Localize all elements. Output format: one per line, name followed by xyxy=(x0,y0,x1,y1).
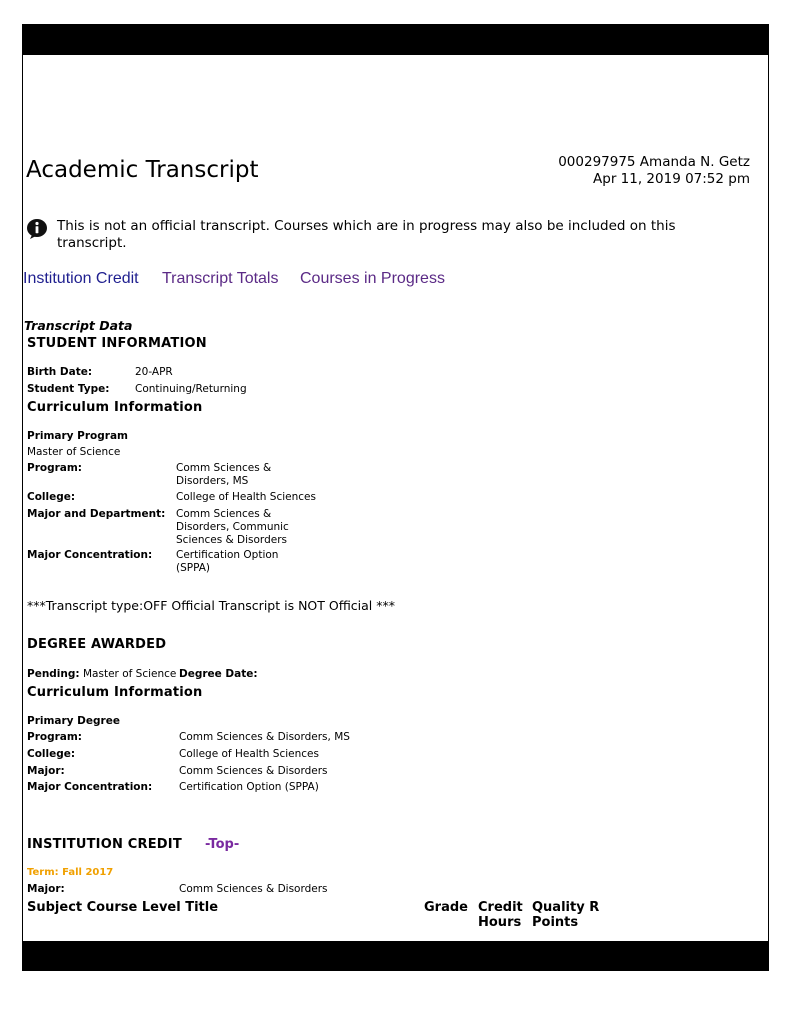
degree-major-label: Major: xyxy=(27,765,65,777)
major-concentration-label: Major Concentration: xyxy=(27,549,153,561)
column-hours: Hours xyxy=(478,915,522,930)
degree-curriculum-heading: Curriculum Information xyxy=(27,685,203,700)
info-icon xyxy=(26,218,48,240)
bottom-black-bar xyxy=(22,941,769,971)
student-type-label: Student Type: xyxy=(27,383,110,395)
college-value: College of Health Sciences xyxy=(176,491,316,503)
birth-date-label: Birth Date: xyxy=(27,366,93,378)
major-department-label: Major and Department: xyxy=(27,508,166,520)
degree-college-value: College of Health Sciences xyxy=(179,748,319,760)
column-credit: Credit xyxy=(478,900,523,915)
curriculum-information-heading: Curriculum Information xyxy=(27,400,203,415)
degree-program-label: Program: xyxy=(27,731,83,743)
unofficial-notice: This is not an official transcript. Courses which are in progress may also be included on this transcript. xyxy=(57,218,676,251)
student-type-value: Continuing/Returning xyxy=(135,383,247,395)
degree-major-value: Comm Sciences & Disorders xyxy=(179,765,328,777)
top-black-bar xyxy=(22,24,769,55)
transcript-data-title: Transcript Data xyxy=(24,318,133,333)
top-link[interactable]: -Top- xyxy=(205,837,240,852)
degree-program-value: Comm Sciences & Disorders, MS xyxy=(179,731,350,743)
credit-major-label: Major: xyxy=(27,883,65,895)
column-points: Points xyxy=(532,915,579,930)
degree-college-label: College: xyxy=(27,748,76,760)
degree-concentration-value: Certification Option (SPPA) xyxy=(179,781,319,793)
column-grade: Grade xyxy=(424,900,468,915)
program-label: Program: xyxy=(27,462,83,474)
degree-value: Master of Science xyxy=(27,446,121,458)
degree-date-label: Degree Date: xyxy=(179,668,258,680)
major-department-value: Comm Sciences & Disorders, Communic Sciences & Disorders xyxy=(176,508,289,546)
user-id-name: 000297975 Amanda N. Getz xyxy=(558,154,750,170)
transcript-totals-link[interactable]: Transcript Totals xyxy=(162,270,279,287)
transcript-type-note: ***Transcript type:OFF Official Transcript is NOT Official *** xyxy=(27,598,395,613)
primary-program-label: Primary Program xyxy=(27,430,128,442)
courses-in-progress-link[interactable]: Courses in Progress xyxy=(300,270,445,287)
degree-awarded-heading: DEGREE AWARDED xyxy=(27,637,167,652)
primary-degree-label: Primary Degree xyxy=(27,715,120,727)
credit-major-value: Comm Sciences & Disorders xyxy=(179,883,328,895)
program-value: Comm Sciences & Disorders, MS xyxy=(176,462,272,487)
institution-credit-heading: INSTITUTION CREDIT xyxy=(27,837,182,852)
page-title: Academic Transcript xyxy=(26,157,259,183)
birth-date-value: 20-APR xyxy=(135,366,173,378)
degree-concentration-label: Major Concentration: xyxy=(27,781,153,793)
column-subject-course-level-title: Subject Course Level Title xyxy=(27,900,219,915)
major-concentration-value: Certification Option (SPPA) xyxy=(176,549,279,574)
column-quality-r: Quality R xyxy=(532,900,600,915)
term-label: Term: Fall 2017 xyxy=(27,867,114,878)
student-information-heading: STUDENT INFORMATION xyxy=(27,336,207,351)
college-label: College: xyxy=(27,491,76,503)
pending-value: Master of Science xyxy=(83,668,177,680)
timestamp: Apr 11, 2019 07:52 pm xyxy=(593,171,750,187)
pending-label: Pending: xyxy=(27,668,80,680)
institution-credit-link[interactable]: Institution Credit xyxy=(23,270,139,287)
